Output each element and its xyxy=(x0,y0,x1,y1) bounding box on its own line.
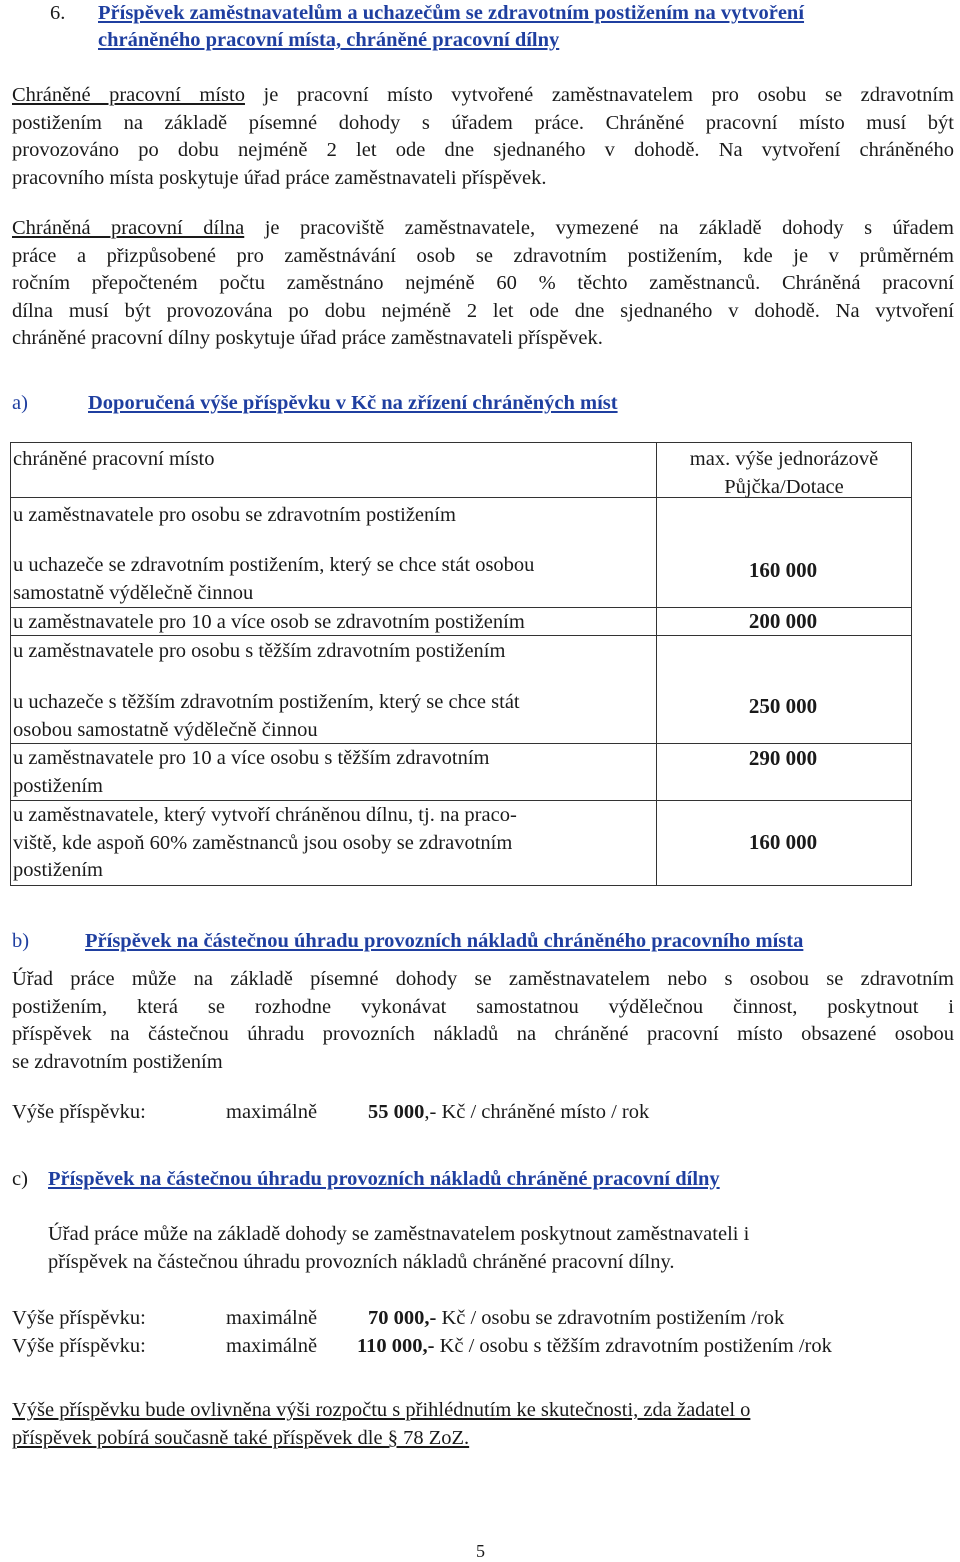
subsection-b-title: Příspěvek na částečnou úhradu provozních nákladů chráněného pracovního místa xyxy=(85,930,804,952)
amount-b-value: 55 000,- Kč / chráněné místo / rok xyxy=(368,1101,650,1123)
table-row-label: u zaměstnavatele pro 10 a více osob se zdravotním postižením xyxy=(13,611,525,633)
term-protected-workshop: Chráněná pracovní dílna xyxy=(12,217,245,239)
subsection-c-text: Úřad práce může na základě dohody se zaměstnavatelem poskytnout zaměstnavateli i příspěvek na částečnou úhradu provozních nákladů chráněné pracovní dílny. xyxy=(48,1223,750,1273)
subsection-a-title: Doporučená výše příspěvku v Kč na zřízení chráněných míst xyxy=(88,392,618,414)
paragraph-protected-workshop: Chráněná pracovní dílna je pracoviště zaměstnavatele, vymezené na základě dohody s úřadem práce a přizpůsobené pro zaměstnávání osob se zdravotním postižením, kde je v průměrném ročním přepočteném počtu zaměstnáno nejméně 60 % těchto zaměstnanců. Chráněná pracovní dílna musí být provozována po dobu nejméně 2 let ode dne sjednaného v dohodě. Na vytvoření chráněné pracovní dílny poskytuje úřad práce zaměstnavateli příspěvek. xyxy=(12,217,955,349)
table-row-value: 290 000 xyxy=(748,746,818,770)
amount-b-qualifier: maximálně xyxy=(226,1101,318,1123)
subsection-b-letter: b) xyxy=(12,930,30,952)
page-number: 5 xyxy=(476,1541,485,1561)
table-row-label: u uchazeče se zdravotním postižením, který se chce stát osobou samostatně výdělečně činnou xyxy=(13,554,535,604)
table-row-value: 160 000 xyxy=(748,558,818,582)
subsection-b-text: Úřad práce může na základě písemné dohody se zaměstnavatelem nebo s osobou se zdravotním postižením, která se rozhodne vykonávat samostatnou výdělečnou činnost, poskytnout i příspěvek na částečnou úhradu provozních nákladů na chráněné pracovní místo obsazené osobou se zdravotním postižením xyxy=(12,968,954,1073)
subsection-c-title: Příspěvek na částečnou úhradu provozních nákladů chráněné pracovní dílny xyxy=(48,1168,720,1190)
table-row-label: u uchazeče s těžším zdravotním postižením, který se chce stát osobou samostatně výdělečně činnou xyxy=(13,691,520,741)
table-row-value: 160 000 xyxy=(748,830,818,854)
note-line1: Výše příspěvku bude ovlivněna výši rozpočtu s přihlédnutím ke skutečnosti, zda žadatel o xyxy=(12,1399,751,1421)
table-row-label: u zaměstnavatele pro osobu s těžším zdravotním postižením xyxy=(13,640,506,662)
amount-c2-label: Výše příspěvku: xyxy=(12,1335,146,1357)
table-row-value: 200 000 xyxy=(748,609,818,633)
amount-c1-label: Výše příspěvku: xyxy=(12,1307,146,1329)
paragraph-protected-workplace: Chráněné pracovní místo je pracovní místo vytvořené zaměstnavatelem pro osobu se zdravotním postižením na základě písemné dohody s úřadem práce. Chráněné pracovní místo musí být provozováno po dobu nejméně 2 let ode dne sjednaného v dohodě. Na vytvoření chráněného pracovního místa poskytuje úřad práce zaměstnavateli příspěvek. xyxy=(12,84,954,189)
amount-c2-qualifier: maximálně xyxy=(226,1335,318,1357)
amount-b-label: Výše příspěvku: xyxy=(12,1101,146,1123)
section-number: 6. xyxy=(50,2,66,24)
section-title-line2: chráněného pracovní místa, chráněné pracovní dílny xyxy=(98,29,560,51)
amount-c1-qualifier: maximálně xyxy=(226,1307,318,1329)
subsection-a-letter: a) xyxy=(12,392,28,414)
amount-c1-value: 70 000,- Kč / osobu se zdravotním postižením /rok xyxy=(368,1307,785,1329)
subsection-c-letter: c) xyxy=(12,1168,28,1190)
table-header-right: max. výše jednorázově Půjčka/Dotace xyxy=(689,448,879,498)
section-title-line1: Příspěvek zaměstnavatelům a uchazečům se zdravotním postižením na vytvoření xyxy=(98,2,805,24)
note-line2: příspěvek pobírá současně také příspěvek dle § 78 ZoZ. xyxy=(12,1427,470,1449)
table-row-value: 250 000 xyxy=(748,694,818,718)
amount-c2-value: 110 000,- Kč / osobu s těžším zdravotním postižením /rok xyxy=(357,1335,832,1357)
table-row-label: u zaměstnavatele, který vytvoří chráněnou dílnu, tj. na praco- viště, kde aspoň 60% zaměstnanců jsou osoby se zdravotním postižením xyxy=(13,804,517,881)
term-protected-workplace: Chráněné pracovní místo xyxy=(12,84,245,106)
table-header-left: chráněné pracovní místo xyxy=(13,448,215,470)
table-row-label: u zaměstnavatele pro 10 a více osobu s těžším zdravotním postižením xyxy=(13,747,490,797)
table-row-label: u zaměstnavatele pro osobu se zdravotním postižením xyxy=(13,504,456,526)
